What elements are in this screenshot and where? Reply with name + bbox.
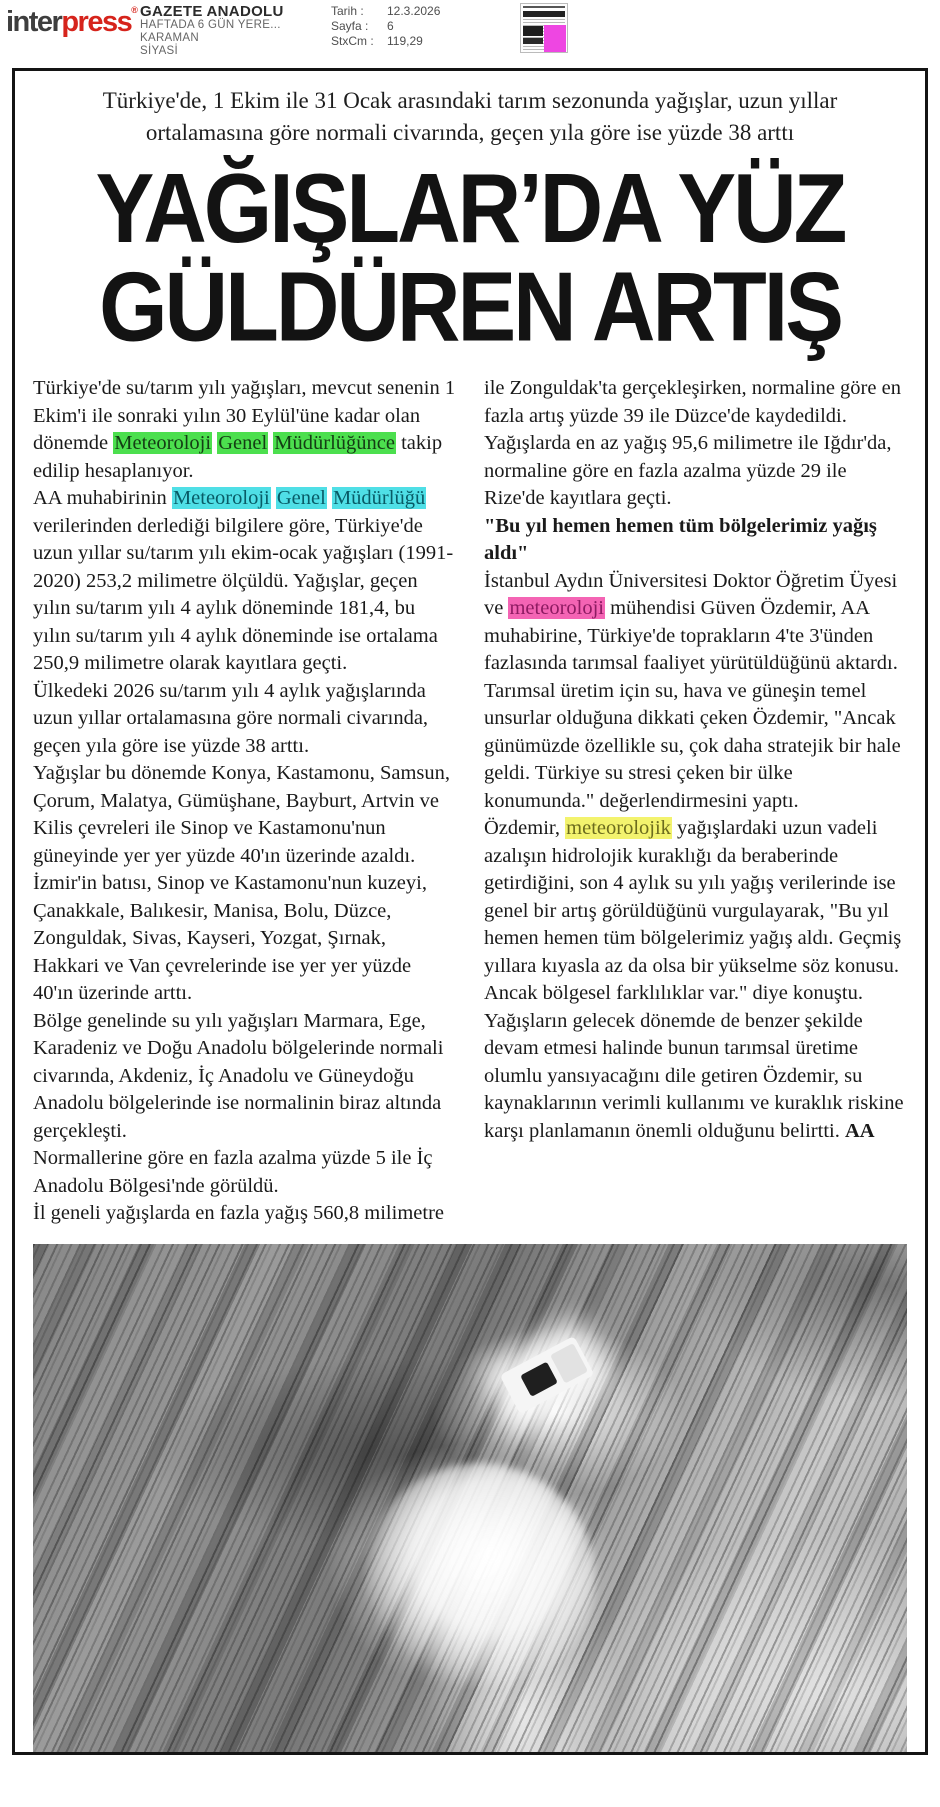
article-paragraph [33,678,456,761]
publication-name: GAZETE ANADOLU [140,3,284,20]
highlighted-term: meteorolojik [566,817,671,839]
article-subhead [484,513,907,568]
text-segment: Bölge genelinde su yılı yağışları Marmara, Ege, Karadeniz ve Doğu Anadolu bölgelerinde normali civarında, Akdeniz, İç Anadolu ve Güneydoğu Anadolu bölgelerinde ise normalinin biraz altında gerçekleşti. [33,1009,444,1142]
text-segment: mühendisi Güven Özdemir, AA muhabirine, Türkiye'de toprakların 4'te 3'ünden fazlasında tarımsal faaliyet yürütüldüğünü aktardı. [484,597,898,674]
text-segment: Özdemir, [484,817,566,839]
thumbnail-subhead-block [523,38,543,44]
logo-text-press: press [61,6,132,38]
article-body [33,375,907,1228]
article-paragraph [484,375,907,430]
text-segment: AA [844,1119,875,1142]
logo-text-inter: inter [6,6,62,38]
thumbnail-headline-bar [523,11,565,17]
registered-mark: ® [131,5,138,15]
article-paragraph [33,1200,456,1228]
text-segment: yağışlardaki uzun vadeli azalışın hidrolojik kuraklığı da beraberinde getirdiğini, son 4 aylık su yılı yağış verilerinde ise genel bir artış görüldüğünü vurgulayarak, "Bu yıl hemen hemen tüm bölgelerimiz yağış aldı. Geçmiş yıllara kıyasla az da olsa bir yükselme söz konusu. Ancak bölgesel farklılıklar var." diye konuştu. [484,817,902,1004]
stxcm-value: 119,29 [387,34,423,48]
article-paragraph [33,485,456,678]
highlighted-term: Müdürlüğünce [274,432,395,454]
publication-info [140,4,284,58]
text-segment: verilerinden derlediği bilgilere göre, Türkiye'de uzun yıllar su/tarım yılı ekim-ocak yağışları (1991-2020) 253,2 milimetre ölçüldü. Yağışlar, geçen yılın su/tarım yılı 4 aylık döneminde 181,4, bu yılın su/tarım yılı 4 aylık döneminde ise ortalama 250,9 milimetre olarak kayıtlara geçti. [33,514,454,674]
harvester-cab [520,1362,558,1397]
text-segment: Türkiye'de su/tarım yılı yağışları, mevcut senenin 1 Ekim'i ile sonraki yılın 30 Eylül'üne kadar olan dönemde [33,377,456,454]
harvester-machine [500,1336,595,1414]
highlighted-term: Meteoroloji [114,432,212,454]
highlighted-term: Müdürlüğü [332,487,426,509]
article-paragraph [484,1008,907,1146]
text-segment: İstanbul Aydın Üniversitesi Doktor Öğretim Üyesi ve [484,569,898,619]
article-column-left [33,375,456,1228]
page-label: Sayfa : [331,19,369,33]
publication-city: KARAMAN [140,32,199,44]
article-paragraph [484,678,907,816]
text-segment: Yağışlar bu dönemde Konya, Kastamonu, Samsun, Çorum, Malatya, Gümüşhane, Bayburt, Artvin ve Kilis çevreleri ile Sinop ve Kastamonu'nun güneyinde yer yer yüzde 40'ın üzerinde azaldı. İzmir'in batısı, Sinop ve Kastamonu'nun kuzeyi, Çanakkale, Balıkesir, Manisa, Bolu, Düzce, Zonguldak, Sivas, Kayseri, Yozgat, Şırnak, Hakkari ve Van çevrelerinde ise yer yer yüzde 40'ın üzerinde arttı. [33,762,450,1004]
text-segment: takip edilip hesaplanıyor. [33,432,443,482]
thumbnail-photo-block [523,26,543,36]
highlighted-term: meteoroloji [509,597,604,619]
interpress-logo [6,5,138,38]
publication-category: SİYASİ [140,45,179,57]
page-value: 6 [387,19,394,33]
highlighted-term: Genel [276,487,326,509]
page-thumbnail [520,3,568,53]
text-segment: ile Zonguldak'ta gerçekleşirken, normaline göre en fazla artış yüzde 39 ile Düzce'de kaydedildi. [484,377,901,427]
headline-line-1: YAĞIŞLAR’DA YÜZ [95,152,845,264]
headline-line-2: GÜLDÜREN ARTIŞ [99,250,841,362]
article-paragraph [484,815,907,1008]
article-standfirst: Türkiye'de, 1 Ekim ile 31 Ocak arasındaki tarım sezonunda yağışlar, uzun yıllar ortalamasına göre normali civarında, geçen yıla göre ise yüzde 38 arttı [102,88,838,145]
article-paragraph [484,568,907,678]
article-paragraph [33,760,456,1008]
harvester-tank [550,1343,588,1383]
highlighted-term: Genel [218,432,268,454]
thumbnail-masthead [523,6,565,8]
text-segment: Yağışların gelecek dönemde de benzer şekilde devam etmesi halinde bunun tarımsal üretime olumlu yansıyacağını dile getiren Özdemir, su kaynaklarının verimli kullanımı ve kuraklık riskine karşı planlamanın önemli olduğunu belirtti. [484,1009,904,1142]
article-paragraph [33,1145,456,1200]
harvest-aerial-photo [33,1244,907,1756]
article-column-right [484,375,907,1228]
date-label: Tarih : [331,4,364,18]
publication-frequency: HAFTADA 6 GÜN YERE... [140,19,281,31]
text-segment: Yağışlarda en az yağış 95,6 milimetre ile Iğdır'da, normaline göre en fazla azalma yüzde 29 ile Rize'de kayıtlara geçti. [484,432,892,509]
date-value: 12.3.2026 [387,4,441,18]
article-paragraph [484,430,907,513]
text-segment: İl geneli yağışlarda en fazla yağış 560,8 milimetre [33,1202,444,1224]
text-segment: "Bu yıl hemen hemen tüm bölgelerimiz yağış aldı" [484,514,877,564]
article-paragraph [33,1008,456,1146]
text-segment: Ülkedeki 2026 su/tarım yılı 4 aylık yağışlarında uzun yıllar ortalamasına göre normali civarında, geçen yıla göre ise yüzde 38 arttı. [33,679,429,757]
text-segment: Normallerine göre en fazla azalma yüzde 5 ile İç Anadolu Bölgesi'nde görüldü. [33,1147,433,1197]
highlighted-term: Meteoroloji [172,487,270,509]
stxcm-label: StxCm : [331,34,374,48]
thumbnail-article-highlight [544,25,566,52]
article-paragraph [33,375,456,485]
text-segment: Tarımsal üretim için su, hava ve güneşin temel unsurlar olduğuna dikkati çeken Özdemir, "Ancak günümüzde özellikle su, çok daha stratejik bir hale geldi. Türkiye su stresi çeken bir ülke konumunda." değerlendirmesini yaptı. [484,679,901,812]
dust-cloud [365,1463,595,1693]
clipping-meta [331,5,440,48]
article-clipping [12,68,928,1755]
article-headline [15,152,925,362]
clipping-header [0,0,940,66]
text-segment: AA muhabirinin [33,487,172,509]
